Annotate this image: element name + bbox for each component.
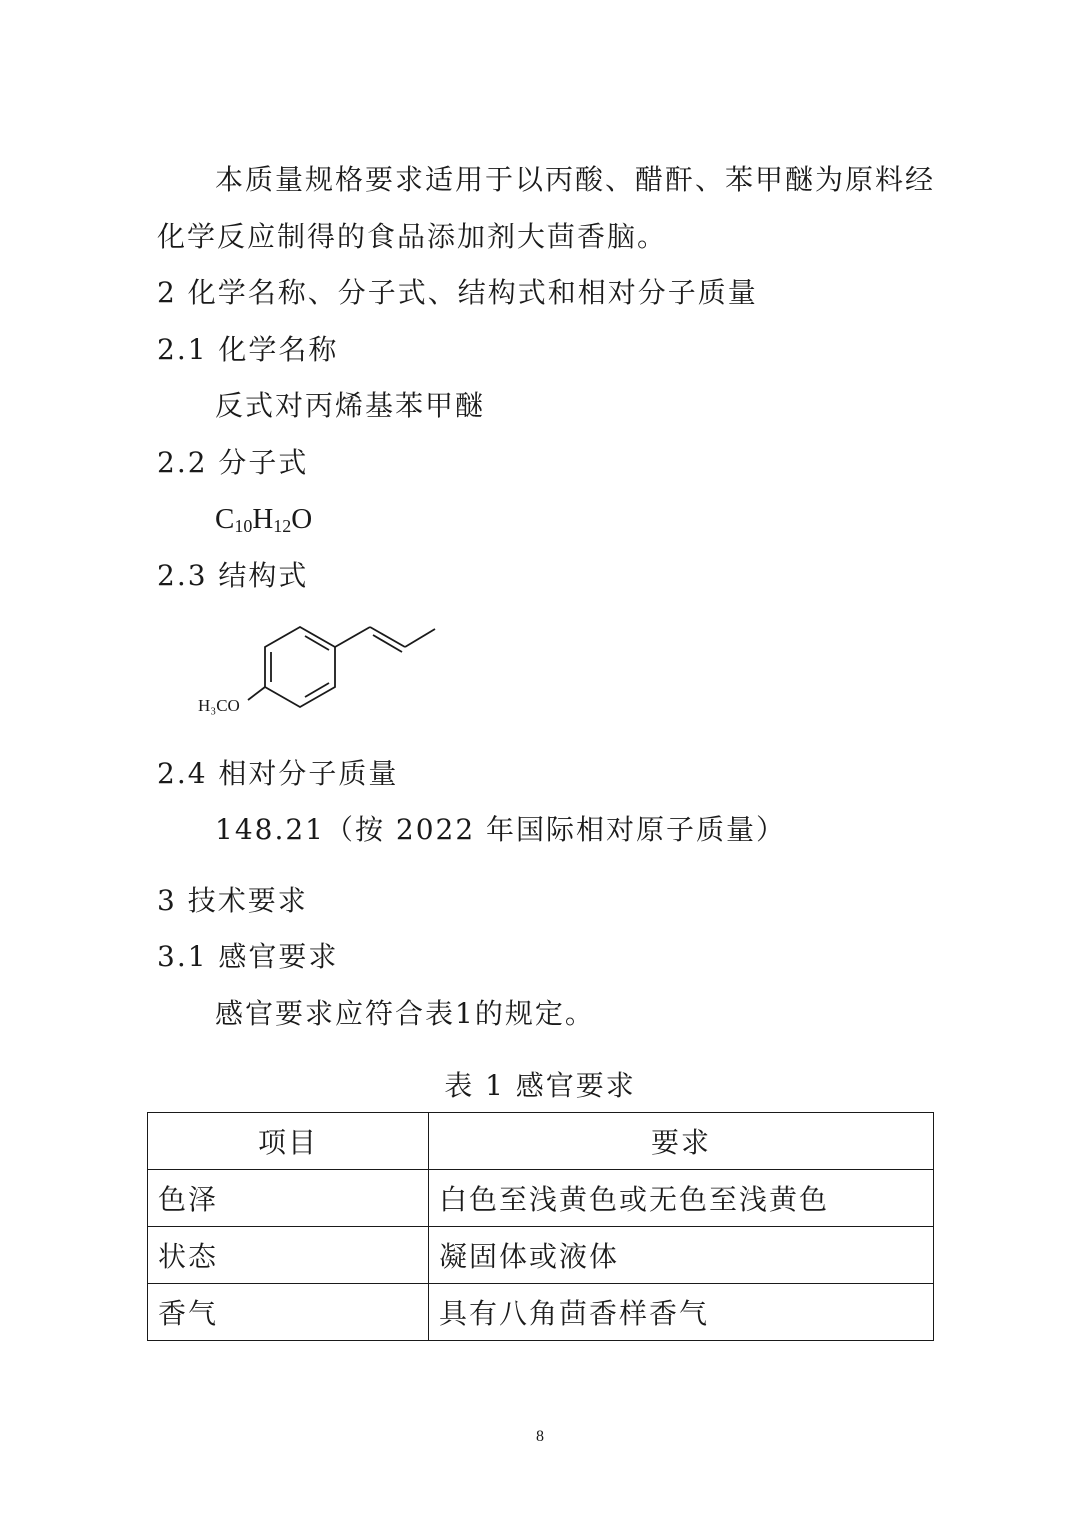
- section-2-4-heading: 2.4 相对分子质量: [157, 757, 399, 790]
- formula-h-sub: 12: [273, 516, 292, 536]
- section-2-2-heading: 2.2 分子式: [157, 446, 309, 479]
- table-row: [148, 1170, 934, 1227]
- section-2-1-heading: 2.1 化学名称: [157, 333, 339, 366]
- intro-line-1: 本质量规格要求适用于以丙酸、醋酐、苯甲醚为原料经: [215, 163, 936, 196]
- row-item: 状态: [148, 1227, 429, 1284]
- intro-line-2: 化学反应制得的食品添加剂大茴香脑。: [157, 220, 668, 253]
- sensory-table: [147, 1112, 934, 1341]
- formula-c: C: [215, 503, 235, 535]
- methoxy-bond: [248, 687, 265, 700]
- section-3-1-text: 感官要求应符合表1的规定。: [215, 997, 595, 1030]
- table-row: [148, 1227, 934, 1284]
- row-requirement: 具有八角茴香样香气: [429, 1284, 934, 1341]
- molecular-weight: [215, 810, 786, 850]
- molecular-weight-value: 148.21（按 2022 年国际相对原子质量）: [215, 813, 787, 846]
- formula-h: H: [252, 503, 274, 535]
- page-number: 8: [536, 1428, 544, 1445]
- chemical-name: 反式对丙烯基苯甲醚: [215, 389, 486, 422]
- formula-o: O: [291, 503, 313, 535]
- propenyl-bond-1: [335, 627, 370, 647]
- table-row: [148, 1284, 934, 1341]
- propenyl-bond-3: [405, 629, 435, 647]
- substituent-label: H₃CO: [198, 696, 240, 715]
- section-2-3-heading: 2.3 结构式: [157, 559, 309, 592]
- section-3-heading: 3 技术要求: [157, 884, 308, 917]
- section-3-1-heading: 3.1 感官要求: [157, 940, 339, 973]
- header-item: 项目: [148, 1113, 429, 1170]
- benzene-ring: [265, 627, 335, 707]
- row-requirement: 凝固体或液体: [429, 1227, 934, 1284]
- table-header-row: [148, 1113, 934, 1170]
- formula-c-sub: 10: [234, 516, 253, 536]
- section-2-heading: 2 化学名称、分子式、结构式和相对分子质量: [157, 276, 758, 309]
- inner-bond-1: [305, 636, 329, 650]
- table-caption: 表 1 感官要求: [444, 1069, 636, 1102]
- row-requirement: 白色至浅黄色或无色至浅黄色: [429, 1170, 934, 1227]
- row-item: 色泽: [148, 1170, 429, 1227]
- header-requirement: 要求: [429, 1113, 934, 1170]
- inner-bond-2: [305, 683, 329, 697]
- molecular-formula: [215, 499, 312, 546]
- structural-formula: [190, 612, 450, 722]
- row-item: 香气: [148, 1284, 429, 1341]
